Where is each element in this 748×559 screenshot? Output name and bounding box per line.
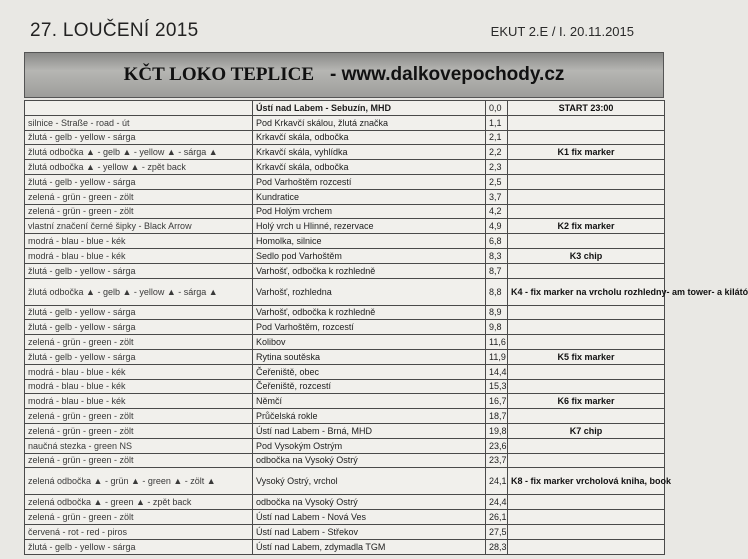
distance-cell: 3,7 [486,189,508,204]
checkpoint-cell [508,263,665,278]
checkpoint-cell: K7 chip [508,423,665,438]
checkpoint-cell [508,364,665,379]
trail-marking-cell: modrá - blau - blue - kék [25,364,253,379]
distance-cell: 8,8 [486,278,508,305]
checkpoint-cell [508,495,665,510]
table-row [25,510,665,525]
distance-cell: 2,2 [486,145,508,160]
trail-marking-cell: žlutá - gelb - yellow - sárga [25,320,253,335]
checkpoint-cell [508,115,665,130]
place-cell: Němčí [253,394,486,409]
distance-cell: 16,7 [486,394,508,409]
table-row [25,438,665,453]
table-row [25,145,665,160]
distance-cell: 23,6 [486,438,508,453]
trail-marking-cell: žlutá odbočka ▲ - gelb ▲ - yellow ▲ - sárga ▲ [25,278,253,305]
trail-marking-cell: žlutá - gelb - yellow - sárga [25,174,253,189]
checkpoint-cell [508,539,665,554]
place-cell: Pod Holým vrchem [253,204,486,219]
trail-marking-cell: zelená - grün - green - zölt [25,510,253,525]
checkpoint-cell: K2 fix marker [508,219,665,234]
trail-marking-cell: žlutá - gelb - yellow - sárga [25,263,253,278]
table-row [25,409,665,424]
trail-marking-cell: zelená - grün - green - zölt [25,453,253,468]
trail-marking-cell: modrá - blau - blue - kék [25,394,253,409]
trail-marking-cell: žlutá - gelb - yellow - sárga [25,305,253,320]
checkpoint-cell: K3 chip [508,248,665,263]
trail-marking-cell: modrá - blau - blue - kék [25,379,253,394]
distance-cell: 27,5 [486,524,508,539]
table-row [25,394,665,409]
place-cell: Ústí nad Labem, zdymadla TGM [253,539,486,554]
place-cell: Krkavčí skála, odbočka [253,130,486,145]
table-row [25,495,665,510]
table-row [25,453,665,468]
distance-cell: 6,8 [486,234,508,249]
place-cell: Vysoký Ostrý, vrchol [253,468,486,495]
table-row [25,305,665,320]
table-row [25,115,665,130]
table-row [25,263,665,278]
table-row [25,349,665,364]
table-row [25,423,665,438]
place-cell: Pod Varhoštěm, rozcestí [253,320,486,335]
trail-marking-cell: žlutá - gelb - yellow - sárga [25,539,253,554]
place-cell: Krkavčí skála, vyhlídka [253,145,486,160]
table-row [25,524,665,539]
table-row [25,468,665,495]
distance-cell: 24,4 [486,495,508,510]
checkpoint-cell [508,320,665,335]
checkpoint-cell [508,409,665,424]
checkpoint-cell [508,305,665,320]
place-cell: Krkavčí skála, odbočka [253,160,486,175]
distance-cell: 11,6 [486,335,508,350]
table-row [25,539,665,554]
place-cell: Čeřeniště, obec [253,364,486,379]
table-row [25,174,665,189]
place-cell: odbočka na Vysoký Ostrý [253,453,486,468]
route-table-body [25,101,748,555]
trail-marking-cell: zelená odbočka ▲ - grün ▲ - green ▲ - zölt ▲ [25,468,253,495]
checkpoint-cell [508,160,665,175]
place-cell: Ústí nad Labem - Střekov [253,524,486,539]
checkpoint-cell [508,453,665,468]
trail-marking-cell: červená - rot - red - piros [25,524,253,539]
distance-cell: 4,9 [486,219,508,234]
trail-marking-cell: žlutá - gelb - yellow - sárga [25,349,253,364]
distance-cell: 1,1 [486,115,508,130]
distance-cell: 14,4 [486,364,508,379]
trail-marking-cell: naučná stezka - green NS [25,438,253,453]
checkpoint-cell [508,379,665,394]
table-row [25,234,665,249]
distance-cell: 4,2 [486,204,508,219]
place-cell: Holý vrch u Hlinné, rezervace [253,219,486,234]
distance-cell: 23,7 [486,453,508,468]
trail-marking-cell: žlutá odbočka ▲ - yellow ▲ - zpět back [25,160,253,175]
place-cell: Kolibov [253,335,486,350]
table-row [25,320,665,335]
trail-marking-cell: modrá - blau - blue - kék [25,234,253,249]
place-cell: Homolka, silnice [253,234,486,249]
place-cell: Varhošť, odbočka k rozhledně [253,263,486,278]
checkpoint-cell: K1 fix marker [508,145,665,160]
trail-marking-cell: žlutá odbočka ▲ - gelb ▲ - yellow ▲ - sárga ▲ [25,145,253,160]
distance-cell: 2,1 [486,130,508,145]
route-table [24,100,748,555]
place-cell: Rytina soutěska [253,349,486,364]
checkpoint-cell [508,130,665,145]
trail-marking-cell: zelená odbočka ▲ - green ▲ - zpět back [25,495,253,510]
trail-marking-cell: silnice - Straße - road - út [25,115,253,130]
trail-marking-cell: zelená - grün - green - zölt [25,204,253,219]
checkpoint-cell [508,438,665,453]
place-cell: Pod Krkavčí skálou, žlutá značka [253,115,486,130]
trail-marking-cell: modrá - blau - blue - kék [25,248,253,263]
trail-marking-cell: zelená - grün - green - zölt [25,189,253,204]
table-row [25,379,665,394]
trail-marking-cell: vlastní značení černé šipky - Black Arrow [25,219,253,234]
distance-cell: 8,7 [486,263,508,278]
distance-cell: 18,7 [486,409,508,424]
checkpoint-cell: K4 - fix marker na vrcholu rozhledny- am tower- a kilátó [508,278,665,305]
distance-cell: 2,5 [486,174,508,189]
distance-cell: 19,8 [486,423,508,438]
distance-cell: 15,3 [486,379,508,394]
checkpoint-cell [508,335,665,350]
place-cell: Sedlo pod Varhoštěm [253,248,486,263]
table-row [25,101,665,116]
checkpoint-cell [508,204,665,219]
trail-marking-cell: zelená - grün - green - zölt [25,423,253,438]
distance-cell: 8,3 [486,248,508,263]
table-row [25,364,665,379]
place-cell: odbočka na Vysoký Ostrý [253,495,486,510]
place-cell: Varhošť, odbočka k rozhledně [253,305,486,320]
page-title: 27. LOUČENÍ 2015 [30,20,199,41]
checkpoint-cell: K6 fix marker [508,394,665,409]
distance-cell: 0,0 [486,101,508,116]
checkpoint-cell [508,174,665,189]
distance-cell: 2,3 [486,160,508,175]
table-row [25,204,665,219]
table-row [25,278,665,305]
distance-cell: 28,3 [486,539,508,554]
distance-cell: 8,9 [486,305,508,320]
place-cell: Varhošť, rozhledna [253,278,486,305]
table-row [25,248,665,263]
distance-cell: 11,9 [486,349,508,364]
place-cell: Pod Vysokým Ostrým [253,438,486,453]
checkpoint-cell [508,189,665,204]
club-name: KČT LOKO TEPLICE [123,64,315,85]
distance-cell: 26,1 [486,510,508,525]
place-cell: Ústí nad Labem - Brná, MHD [253,423,486,438]
club-banner [24,52,664,98]
club-website: - www.dalkovepochody.cz [330,64,565,85]
place-cell: Pod Varhoštěm rozcestí [253,174,486,189]
checkpoint-cell [508,234,665,249]
distance-cell: 24,1 [486,468,508,495]
place-cell: Ústí nad Labem - Nová Ves [253,510,486,525]
checkpoint-cell: K8 - fix marker vrcholová kniha, book [508,468,665,495]
checkpoint-cell: K5 fix marker [508,349,665,364]
place-cell: Kundratice [253,189,486,204]
table-row [25,219,665,234]
table-row [25,189,665,204]
table-row [25,130,665,145]
trail-marking-cell: zelená - grün - green - zölt [25,335,253,350]
trail-marking-cell: zelená - grün - green - zölt [25,409,253,424]
trail-marking-cell [25,101,253,116]
checkpoint-cell: START 23:00 [508,101,665,116]
checkpoint-cell [508,510,665,525]
distance-cell: 9,8 [486,320,508,335]
checkpoint-cell [508,524,665,539]
table-row [25,335,665,350]
place-cell: Průčelská rokle [253,409,486,424]
table-row [25,160,665,175]
edition-label: EKUT 2.E / I. 20.11.2015 [490,24,634,39]
place-cell: Ústí nad Labem - Sebuzín, MHD [253,101,486,116]
place-cell: Čeřeniště, rozcestí [253,379,486,394]
trail-marking-cell: žlutá - gelb - yellow - sárga [25,130,253,145]
